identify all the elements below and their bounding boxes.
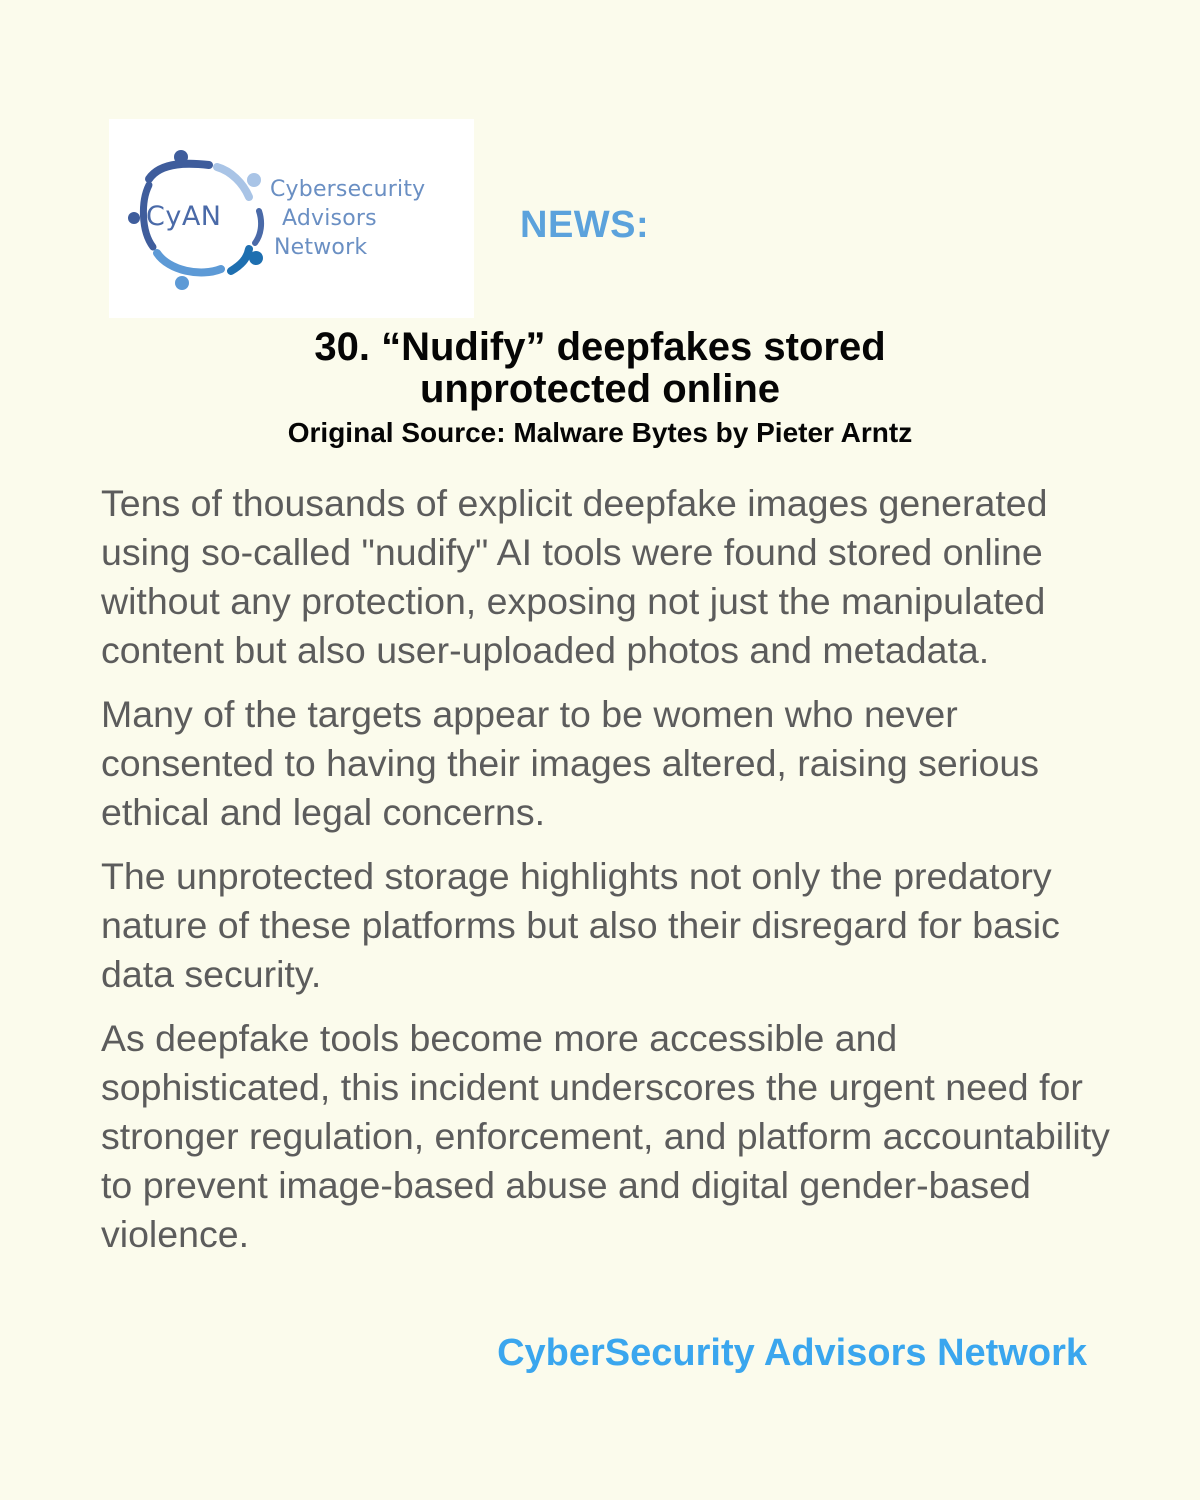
logo-line-3: Network <box>274 235 368 260</box>
logo-line-2: Advisors <box>282 206 377 231</box>
paragraph-3: The unprotected storage highlights not only the predatory nature of these platforms but also their disregard for basic data security. <box>101 855 1060 995</box>
footer-org-name: CyberSecurity Advisors Network <box>497 1332 1087 1374</box>
article-headline <box>0 326 1200 410</box>
article-body <box>101 479 1111 1274</box>
headline-line-2: unprotected online <box>420 367 780 411</box>
logo-wordmark <box>270 175 425 262</box>
article-source: Original Source: Malware Bytes by Pieter Arntz <box>287 417 913 448</box>
logo-mark-text: CyAN <box>146 201 222 232</box>
headline-line-1: 30. “Nudify” deepfakes stored <box>314 325 886 369</box>
cyan-logo <box>109 119 474 318</box>
paragraph-2: Many of the targets appear to be women who never consented to having their images altered, raising serious ethical and legal concerns. <box>101 693 1040 833</box>
paragraph-1: Tens of thousands of explicit deepfake images generated using so-called "nudify" AI tools were found stored online without any protection, exposing not just the manipulated content but also user-uploaded photos and metadata. <box>101 482 1048 671</box>
news-label: NEWS: <box>520 204 650 246</box>
logo-line-1: Cybersecurity <box>270 177 426 202</box>
paragraph-4: As deepfake tools become more accessible and sophisticated, this incident underscores the urgent need for stronger regulation, enforcement, and platform accountability to prevent image-based abuse and digital gender-based violence. <box>101 1017 1110 1255</box>
